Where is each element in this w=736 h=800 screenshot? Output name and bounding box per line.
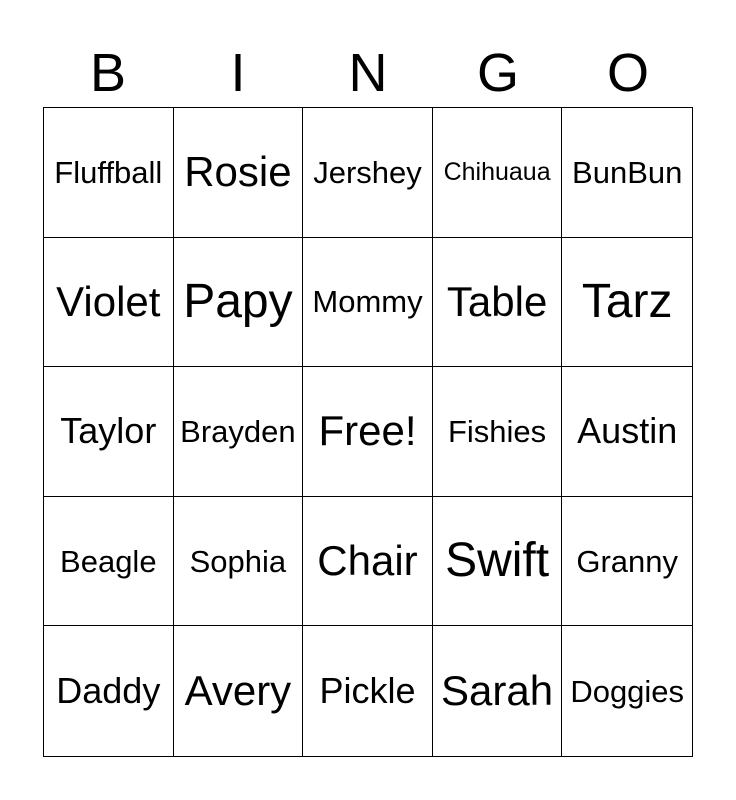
header-letter-b: B (89, 43, 127, 103)
bingo-cell-free[interactable]: Free! (303, 367, 433, 497)
bingo-cell[interactable]: BunBun (562, 108, 692, 238)
bingo-header (43, 40, 693, 106)
bingo-cell[interactable]: Pickle (303, 626, 433, 756)
bingo-cell[interactable]: Granny (562, 497, 692, 627)
bingo-cell[interactable]: Papy (174, 238, 304, 368)
bingo-cell[interactable]: Table (433, 238, 563, 368)
bingo-cell[interactable]: Taylor (44, 367, 174, 497)
bingo-cell[interactable]: Rosie (174, 108, 304, 238)
bingo-cell[interactable]: Swift (433, 497, 563, 627)
header-letter-g: G (476, 43, 519, 103)
bingo-cell[interactable]: Doggies (570, 673, 685, 709)
bingo-cell[interactable]: Brayden (174, 367, 304, 497)
header-letter-n: N (348, 43, 388, 103)
header-letter-o: O (606, 43, 649, 103)
bingo-cell[interactable]: Sophia (174, 497, 304, 627)
bingo-cell[interactable]: Tarz (562, 238, 692, 368)
header-letter-i: I (230, 43, 246, 103)
bingo-cell[interactable]: Avery (174, 626, 304, 756)
bingo-cell[interactable]: Chihuaua (433, 108, 563, 238)
bingo-cell[interactable]: Mommy (303, 238, 433, 368)
bingo-board (43, 107, 693, 757)
bingo-cell[interactable]: Fishies (433, 367, 563, 497)
bingo-cell[interactable]: Chair (303, 497, 433, 627)
bingo-cell[interactable]: Violet (44, 238, 174, 368)
bingo-cell[interactable]: Fluffball (44, 108, 174, 238)
bingo-cell[interactable]: Beagle (44, 497, 174, 627)
bingo-cell[interactable]: Daddy (44, 626, 174, 756)
bingo-cell[interactable]: Sarah (433, 626, 563, 756)
bingo-cell[interactable]: Austin (562, 367, 692, 497)
bingo-cell[interactable]: Jershey (303, 108, 433, 238)
